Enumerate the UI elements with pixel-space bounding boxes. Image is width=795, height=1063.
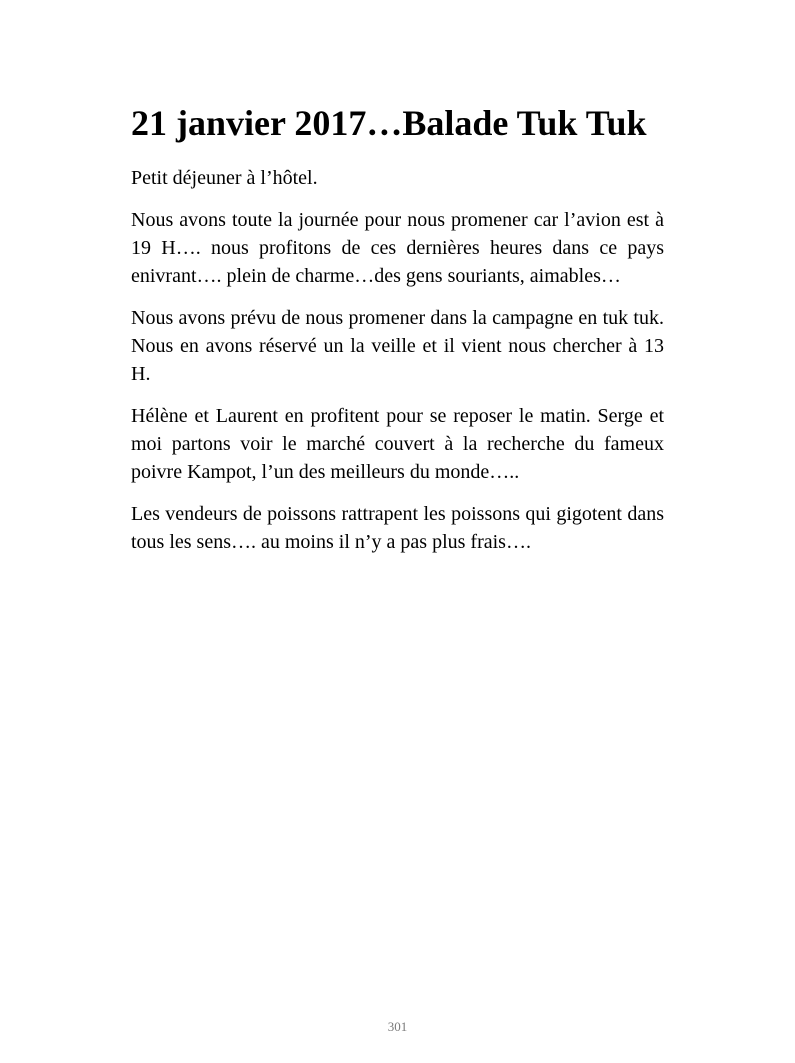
page-number: 301: [387, 1019, 408, 1034]
paragraph-market: Hélène et Laurent en profitent pour se reposer le matin. Serge et moi partons voir le marché couvert à la recherche du fameux poivre Kampot, l’un des meilleurs du monde…..: [131, 405, 664, 483]
paragraph-breakfast: Petit déjeuner à l’hôtel.: [131, 167, 318, 189]
paragraph-tuk-tuk: Nous avons prévu de nous promener dans la campagne en tuk tuk. Nous en avons réservé un la veille et il vient nous chercher à 13 H.: [131, 307, 664, 385]
page-content: [131, 98, 664, 570]
paragraph-day-plan: Nous avons toute la journée pour nous promener car l’avion est à 19 H…. nous profitons de ces dernières heures dans ce pays enivrant…. plein de charme…des gens souriants, aimables…: [131, 209, 664, 287]
page-title: 21 janvier 2017…Balade Tuk Tuk: [131, 103, 647, 143]
paragraph-fish-vendors: Les vendeurs de poissons rattrapent les poissons qui gigotent dans tous les sens…. au moins il n’y a pas plus frais….: [131, 503, 664, 553]
